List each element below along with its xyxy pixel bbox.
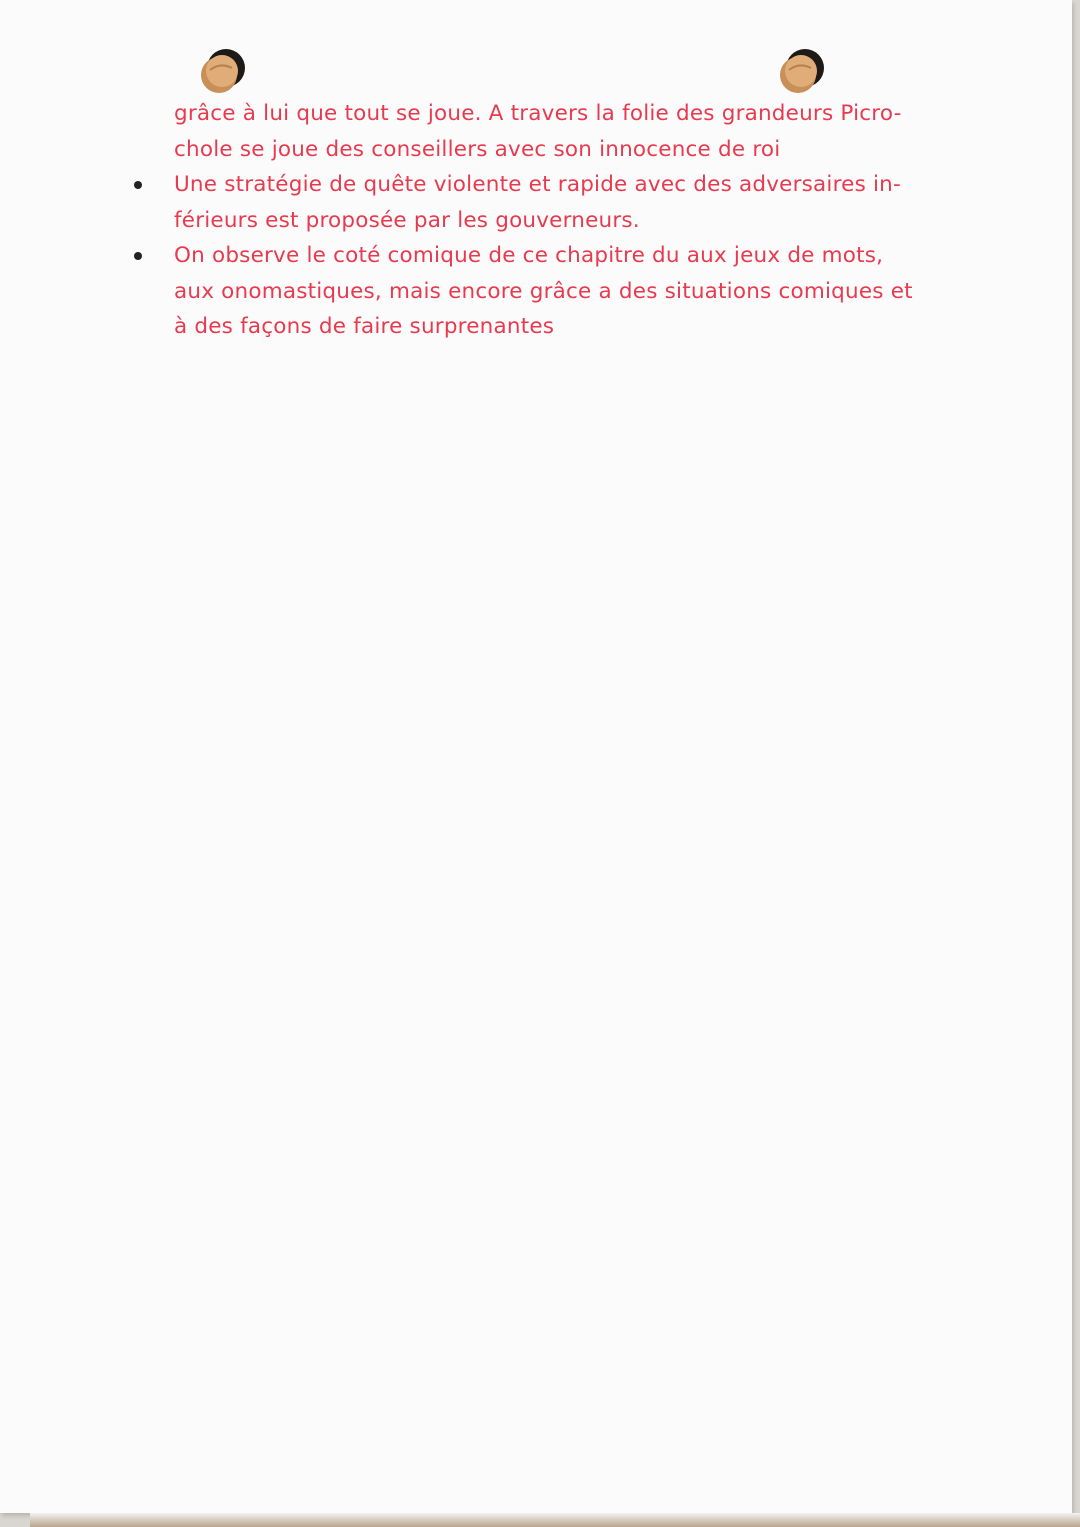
text-line: Une stratégie de quête violente et rapide avec des adversaires in- [174, 172, 901, 197]
text-line: à des façons de faire surprenantes [174, 314, 555, 339]
text-line: On observe le coté comique de ce chapitre du aux jeux de mots, [174, 243, 884, 268]
bullet-item [174, 167, 994, 203]
punch-hole-icon [196, 46, 248, 98]
bullet-item [174, 238, 994, 274]
text-line: chole se joue des conseillers avec son innocence de roi [174, 136, 781, 162]
text-line: férieurs est proposée par les gouverneurs. [174, 207, 640, 233]
notes-text [174, 96, 994, 345]
bullet-icon [134, 181, 142, 189]
table-edge [30, 1513, 1080, 1527]
punch-hole-icon [775, 46, 827, 98]
text-line: aux onomastiques, mais encore grâce a des situations comiques et [174, 278, 913, 304]
text-line: grâce à lui que tout se joue. A travers la folie des grandeurs Picro- [174, 101, 902, 126]
bullet-icon [134, 252, 142, 260]
